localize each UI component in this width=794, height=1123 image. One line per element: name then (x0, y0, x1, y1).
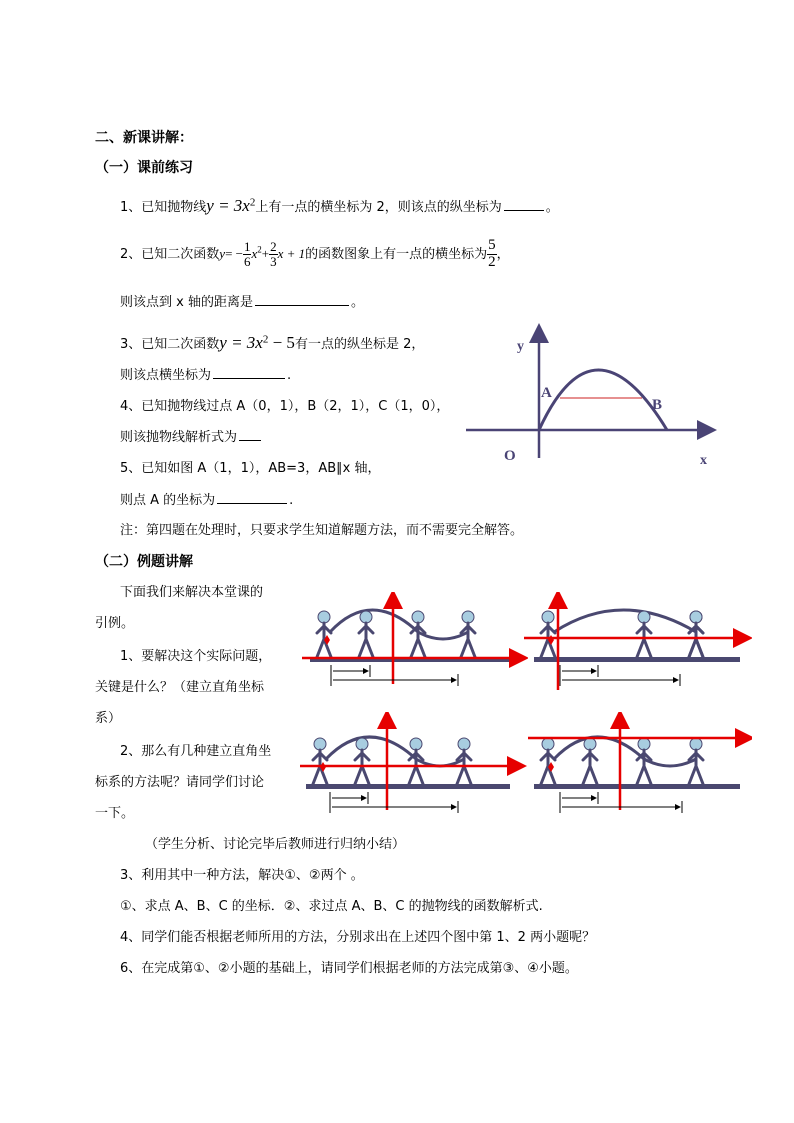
q2-x-plus-1: x + 1 (277, 245, 306, 261)
figure-4 (520, 712, 752, 814)
person-head (356, 738, 368, 750)
q3-answer-blank[interactable] (213, 377, 285, 379)
ex-q2-line2: 标系的方法呢？请同学们讨论 (95, 775, 265, 790)
person-head (690, 611, 702, 623)
arch-curve (554, 737, 696, 766)
person-head (584, 738, 596, 750)
ex-q1-line3: 系） (95, 711, 122, 726)
person-head (360, 611, 372, 623)
q2 (120, 238, 510, 271)
q2-x: x (251, 245, 258, 261)
arch-curve (330, 610, 468, 639)
y-label: y (517, 339, 524, 354)
person-head (690, 738, 702, 750)
q4-answer-blank[interactable] (239, 439, 261, 441)
q2-frac2: $\frac{2}{3}$ (270, 239, 277, 269)
summary: （学生分析、讨论完毕后教师进行归纳小结） (145, 837, 406, 852)
person-head (542, 738, 554, 750)
q5-line1: 5、已知如图 A（1，1），AB=3，AB∥x 轴， (120, 461, 381, 476)
q5-answer-blank[interactable] (217, 502, 287, 504)
q4-line1: 4、已知抛物线过点 A（0，1），B（2，1），C（1，0）， (120, 399, 450, 414)
person-head (318, 611, 330, 623)
q2-y: y (219, 245, 226, 261)
parabola-graph (460, 320, 722, 465)
person-head (410, 738, 422, 750)
part2-heading: （二）例题讲解 (95, 554, 193, 570)
q3-formula: y = 3x (219, 333, 263, 352)
figure-3 (298, 712, 528, 814)
person-figure (637, 623, 651, 657)
q5-line2: 则点 A 的坐标为 . (120, 493, 294, 508)
q2-plus: + (261, 245, 270, 261)
q1-exponent: 2 (249, 196, 256, 209)
person-figure (359, 623, 373, 657)
q2-frac3: $\frac{5}{2}$ (488, 237, 496, 270)
x-label: x (700, 453, 707, 465)
q2-eq: = − (225, 245, 243, 261)
arch-curve (554, 610, 696, 639)
person-head (458, 738, 470, 750)
ex-q6: 6、在完成第①、②小题的基础上，请同学们根据老师的方法完成第③、④小题。 (120, 961, 578, 976)
ex-q4: 4、同学们能否根据老师所用的方法，分别求出在上述四个图中第 1、2 两小题呢？ (120, 930, 596, 945)
person-head (542, 611, 554, 623)
figure-2 (520, 592, 752, 694)
point-b-label: B (652, 397, 663, 413)
ex-sub: ①、求点 A、B、C 的坐标．②、求过点 A、B、C 的抛物线的函数解析式. (120, 899, 543, 914)
person-head (638, 738, 650, 750)
section-title: 二、新课讲解： (95, 130, 193, 146)
q1-suffix: 上有一点的横坐标为 2，则该点的纵坐标为 (255, 200, 502, 215)
q1-end: 。 (545, 200, 559, 215)
person-figure (461, 623, 475, 657)
arch-curve (326, 737, 464, 766)
q1-formula: y = 3x (206, 196, 250, 215)
q4-line2: 则该抛物线解析式为 (120, 431, 263, 444)
q3: 3、已知二次函数$y = 3x^2 - 5$有一点的纵坐标是 2， (120, 333, 425, 352)
part1-heading: （一）课前练习 (95, 160, 193, 176)
q2-mid: 的函数图象上有一点的横坐标为 (305, 246, 488, 262)
q2-prefix: 2、已知二次函数 (120, 246, 220, 262)
intro-line2: 引例。 (95, 616, 135, 631)
q2-frac1: $\frac{1}{6}$ (243, 239, 251, 269)
point-a-label: A (541, 385, 552, 401)
ex-q3: 3、利用其中一种方法，解决①、②两个 。 (120, 868, 364, 883)
ex-q2-line3: 一下。 (95, 806, 135, 821)
person-figure (689, 750, 703, 784)
q1-answer-blank[interactable] (504, 209, 544, 211)
note: 注：第四题在处理时，只要求学生知道解题方法，而不需要完全解答。 (120, 523, 524, 538)
ex-q2-line1: 2、那么有几种建立直角坐 (120, 744, 272, 759)
person-head (314, 738, 326, 750)
ex-q1-line1: 1、要解决这个实际问题， (120, 649, 272, 664)
parabola-curve (539, 370, 667, 430)
q2-answer-blank[interactable] (255, 304, 349, 306)
intro-line1: 下面我们来解决本堂课的 (120, 585, 264, 600)
q1 (120, 197, 559, 214)
q2-exp: 2 (257, 244, 262, 255)
q1-prefix: 1、已知抛物线 (120, 200, 207, 215)
person-head (638, 611, 650, 623)
ex-q1-line2: 关键是什么？（建立直角坐标 (95, 680, 265, 695)
q2-line2: 则该点到 x 轴的距离是 。 (120, 295, 364, 310)
q3-line2: 则该点横坐标为 . (120, 368, 292, 383)
person-figure (583, 750, 597, 784)
person-head (462, 611, 474, 623)
origin-label: O (504, 448, 516, 464)
person-head (412, 611, 424, 623)
q2-comma: ， (496, 246, 510, 262)
figure-1 (298, 592, 528, 694)
